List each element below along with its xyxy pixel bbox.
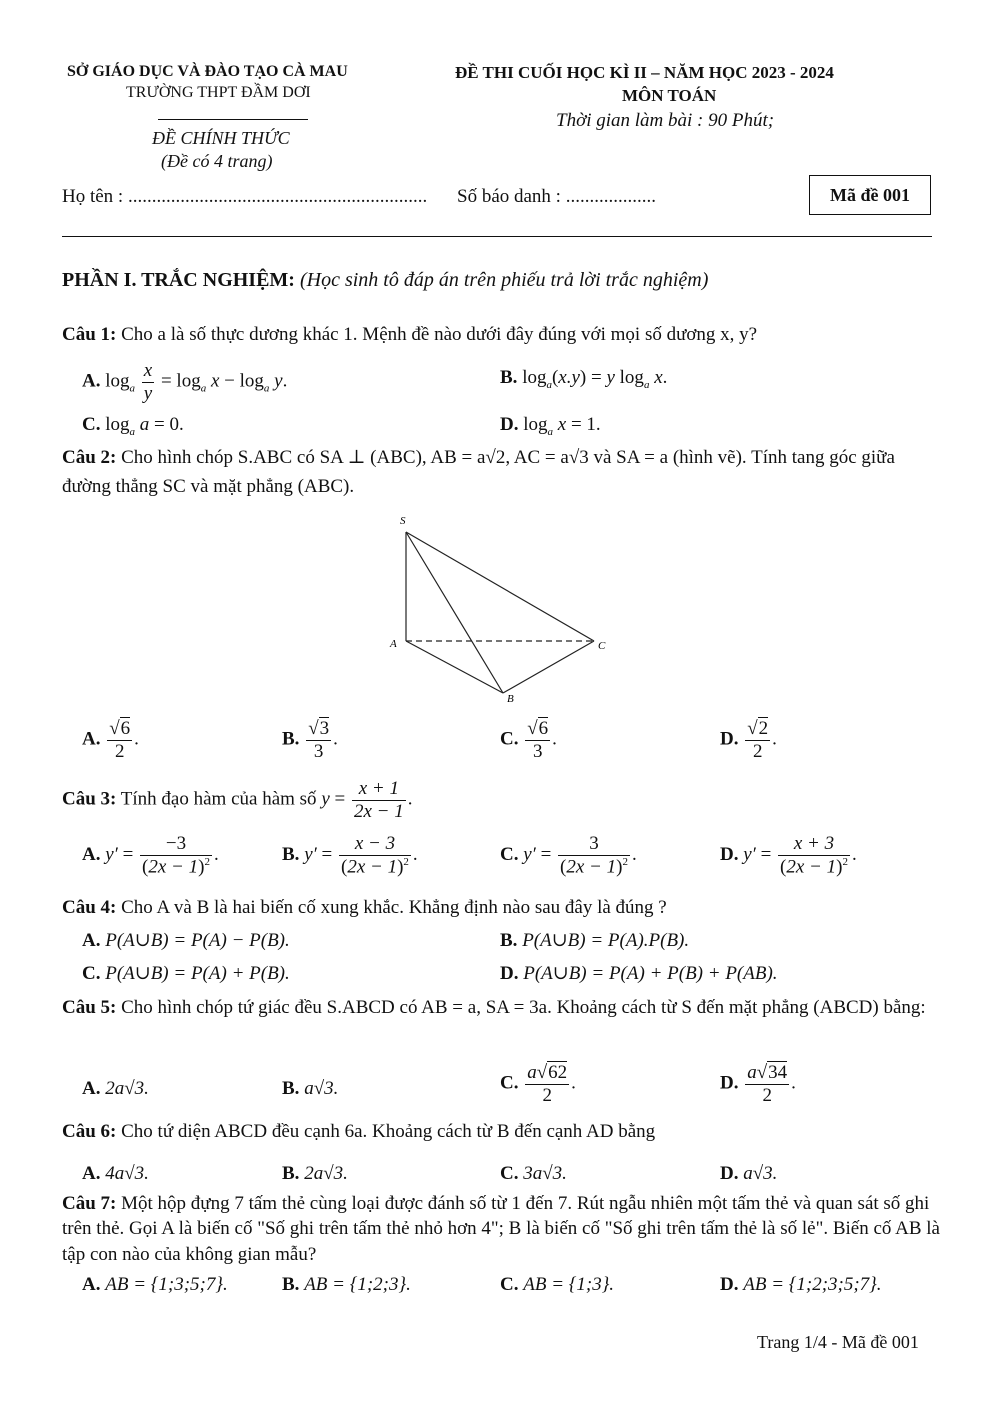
- q4-a-text: P(A∪B) = P(A) − P(B).: [105, 930, 290, 951]
- header-bottom-rule: [62, 236, 932, 237]
- q7-label: Câu 7:: [62, 1193, 117, 1214]
- q2-text: Cho hình chóp S.ABC có SA ⊥ (ABC), AB = a√2, AC = a√3 và SA = a (hình vẽ). Tính tang góc giữa đường thẳng SC và mặt phẳng (ABC).: [62, 447, 895, 498]
- q7-option-a[interactable]: A. AB = {1;3;5;7}.: [82, 1274, 228, 1295]
- q3-option-c[interactable]: C. y′ = $\frac{3}{(2x - 1)^2}$ .: [500, 833, 637, 878]
- q2-option-b[interactable]: B. $\frac{√3}{3}$ .: [282, 718, 338, 762]
- q7-c-text: AB = {1;3}.: [523, 1274, 615, 1295]
- q2-option-a[interactable]: A. $\frac{√6}{2}$ .: [82, 718, 139, 762]
- q7-option-b[interactable]: B. AB = {1;2;3}.: [282, 1274, 411, 1295]
- q5-option-a[interactable]: A. 2a√3.: [82, 1078, 149, 1099]
- question-3: Câu 3: Tính đạo hàm của hàm số y = $\frac{x + 1}{2x - 1}$ .: [62, 778, 413, 822]
- q5-b-text: a√3.: [304, 1078, 339, 1099]
- q4-option-c[interactable]: C. P(A∪B) = P(A) + P(B).: [82, 963, 290, 984]
- q5-option-c[interactable]: C. $\frac{a√62}{2}$ .: [500, 1062, 576, 1106]
- section-note: (Học sinh tô đáp án trên phiếu trả lời trắc nghiệm): [299, 269, 709, 291]
- q4-option-d[interactable]: D. P(A∪B) = P(A) + P(B) + P(AB).: [500, 963, 778, 984]
- question-7: [62, 1191, 940, 1267]
- q2-option-c[interactable]: C. $\frac{√6}{3}$ .: [500, 718, 557, 762]
- q2-label: Câu 2:: [62, 447, 117, 468]
- page-footer: Trang 1/4 - Mã đề 001: [757, 1332, 919, 1352]
- q6-d-text: a√3.: [743, 1163, 778, 1184]
- vertex-a-label: A: [390, 638, 397, 650]
- vertex-s-label: S: [400, 515, 406, 527]
- exam-title: ĐỀ THI CUỐI HỌC KÌ II – NĂM HỌC 2023 - 2024: [455, 63, 834, 82]
- question-5: [62, 993, 940, 1022]
- q6-a-text: 4a√3.: [105, 1163, 149, 1184]
- q4-option-a[interactable]: A. P(A∪B) = P(A) − P(B).: [82, 930, 290, 951]
- duration: Thời gian làm bài : 90 Phút;: [556, 110, 775, 131]
- edge-sb: [406, 532, 503, 693]
- q2-option-d[interactable]: D. $\frac{√2}{2}$ .: [720, 718, 777, 762]
- q7-text: Một hộp đựng 7 tấm thẻ cùng loại được đánh số từ 1 đến 7. Rút ngẫu nhiên một tấm thẻ và quan sát số ghi trên thẻ. Gọi A là biến cố "Số ghi trên tấm thẻ nhỏ hơn 4"; B là biến cố "Số ghi trên tấm thẻ là số lẻ". Biến cố AB là tập con nào của không gian mẫu?: [62, 1193, 940, 1265]
- question-6: [62, 1121, 655, 1143]
- q3-option-d[interactable]: D. y′ = $\frac{x + 3}{(2x - 1)^2}$ .: [720, 833, 857, 878]
- q6-option-b[interactable]: B. 2a√3.: [282, 1163, 348, 1184]
- vertex-c-label: C: [598, 640, 606, 652]
- q6-option-d[interactable]: D. a√3.: [720, 1163, 778, 1184]
- name-line: Họ tên : ...............................................................: [62, 186, 428, 207]
- q7-d-text: AB = {1;2;3;5;7}.: [743, 1274, 882, 1295]
- q6-option-a[interactable]: A. 4a√3.: [82, 1163, 149, 1184]
- section-title: PHẦN I. TRẮC NGHIỆM:: [62, 269, 295, 291]
- question-4: [62, 897, 667, 919]
- q1-option-d[interactable]: D. $\log_a x = 1$.: [500, 414, 601, 438]
- q1-text: Cho a là số thực dương khác 1. Mệnh đề nào dưới đây đúng với mọi số dương x, y?: [121, 324, 758, 345]
- official-label: ĐỀ CHÍNH THỨC: [152, 128, 290, 148]
- page-count: (Đề có 4 trang): [161, 151, 273, 171]
- vertex-b-label: B: [507, 693, 514, 705]
- q5-text: Cho hình chóp tứ giác đều S.ABCD có AB = a, SA = 3a. Khoảng cách từ S đến mặt phẳng (ABCD) bằng:: [121, 997, 926, 1018]
- q5-a-text: 2a√3.: [105, 1078, 149, 1099]
- q1-option-b[interactable]: B. $\log_a(x.y) = y$ $\log_a x$.: [500, 367, 668, 391]
- q7-option-c[interactable]: C. AB = {1;3}.: [500, 1274, 615, 1295]
- question-1: [62, 324, 757, 346]
- edge-sc: [406, 532, 594, 641]
- q5-option-d[interactable]: D. $\frac{a√34}{2}$ .: [720, 1062, 796, 1106]
- section-heading: [62, 269, 708, 292]
- q3-label: Câu 3:: [62, 788, 117, 810]
- school-name: TRƯỜNG THPT ĐẦM DƠI: [126, 84, 311, 101]
- q3-text: Tính đạo hàm của hàm số: [120, 788, 317, 810]
- pyramid-figure: [380, 510, 620, 710]
- dept-name: SỞ GIÁO DỤC VÀ ĐÀO TẠO CÀ MAU: [67, 63, 348, 80]
- q3-option-a[interactable]: A. y′ = $\frac{-3}{(2x - 1)^2}$ .: [82, 833, 219, 878]
- q5-label: Câu 5:: [62, 997, 117, 1018]
- q5-option-b[interactable]: B. a√3.: [282, 1078, 339, 1099]
- q1-option-c[interactable]: C. $\log_a a = 0$.: [82, 414, 184, 438]
- q4-text: Cho A và B là hai biến cố xung khắc. Khẳng định nào sau đây là đúng ?: [121, 897, 667, 918]
- edge-bc: [503, 641, 594, 693]
- q7-b-text: AB = {1;2;3}.: [304, 1274, 411, 1295]
- q1-label: Câu 1:: [62, 324, 117, 345]
- question-2: [62, 443, 940, 502]
- exam-code-box: Mã đề 001: [809, 175, 931, 215]
- q7-option-d[interactable]: D. AB = {1;2;3;5;7}.: [720, 1274, 882, 1295]
- q4-option-b[interactable]: B. P(A∪B) = P(A).P(B).: [500, 930, 690, 951]
- sbd-line: Số báo danh : ...................: [457, 186, 656, 207]
- header-divider: [158, 119, 308, 120]
- q4-c-text: P(A∪B) = P(A) + P(B).: [105, 963, 290, 984]
- q6-c-text: 3a√3.: [523, 1163, 567, 1184]
- q4-b-text: P(A∪B) = P(A).P(B).: [522, 930, 690, 951]
- q6-b-text: 2a√3.: [304, 1163, 348, 1184]
- subject: MÔN TOÁN: [622, 86, 717, 105]
- q6-label: Câu 6:: [62, 1121, 117, 1142]
- q4-d-text: P(A∪B) = P(A) + P(B) + P(AB).: [523, 963, 778, 984]
- q4-label: Câu 4:: [62, 897, 117, 918]
- q3-option-b[interactable]: B. y′ = $\frac{x - 3}{(2x - 1)^2}$ .: [282, 833, 418, 878]
- edge-ab: [406, 641, 503, 693]
- q7-a-text: AB = {1;3;5;7}.: [105, 1274, 228, 1295]
- q1-option-a[interactable]: A. $\log_a$ $\frac{x}{y}$ = $\log_a x - \log_a y$.: [82, 360, 288, 404]
- q6-option-c[interactable]: C. 3a√3.: [500, 1163, 567, 1184]
- q6-text: Cho tứ diện ABCD đều cạnh 6a. Khoảng cách từ B đến cạnh AD bằng: [121, 1121, 656, 1142]
